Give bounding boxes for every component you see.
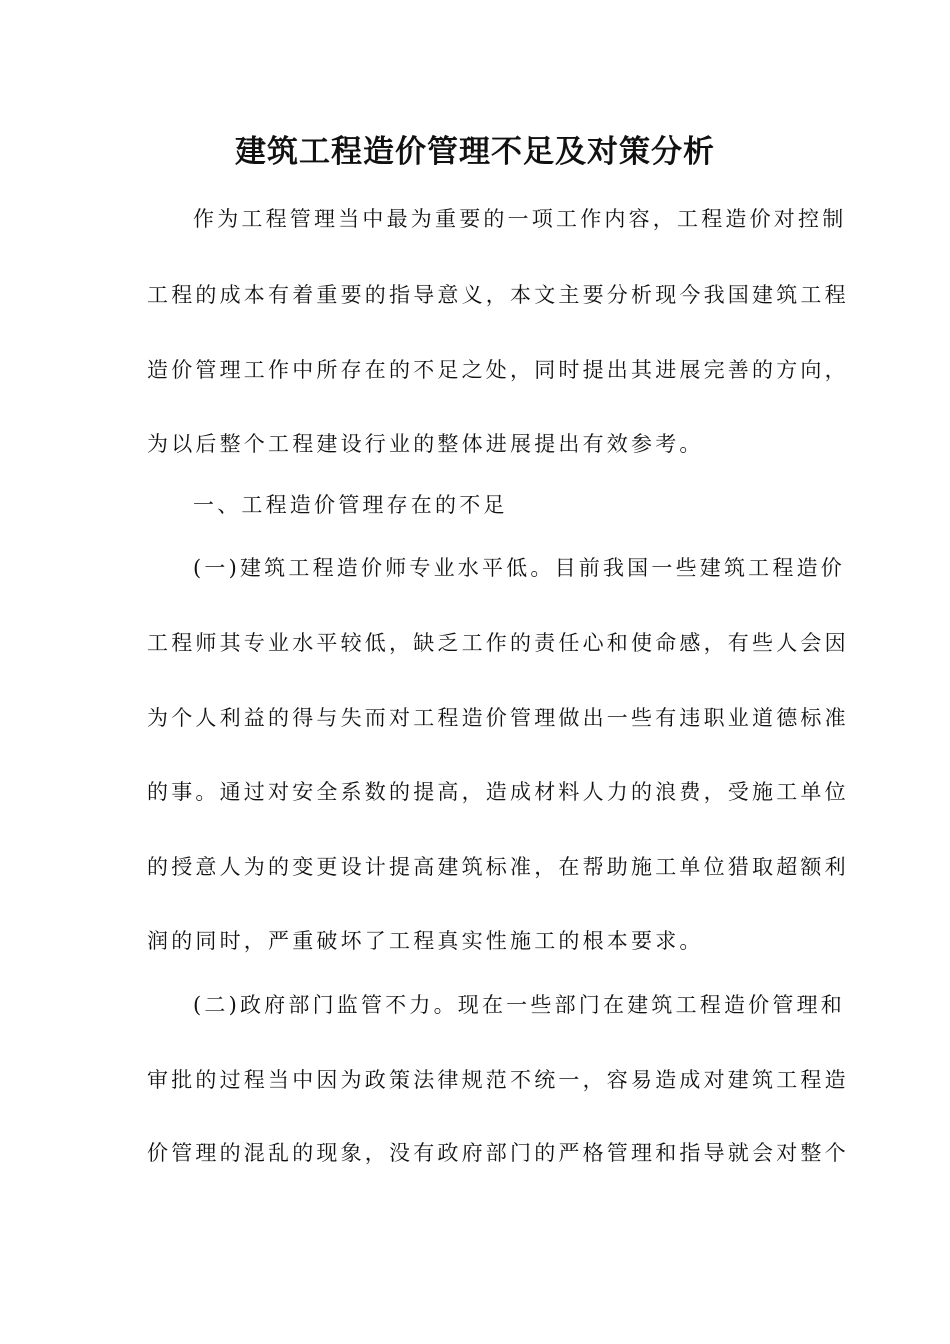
paragraph-line: 为以后整个工程建设行业的整体进展提出有效参考。 (147, 432, 704, 456)
paragraph-line: 的授意人为的变更设计提高建筑标准，在帮助施工单位猎取超额利 (147, 855, 849, 879)
paragraph-line: 造价管理工作中所存在的不足之处，同时提出其进展完善的方向， (147, 358, 849, 382)
paragraph-line: 润的同时，严重破坏了工程真实性施工的根本要求。 (147, 929, 704, 953)
paragraph-line: (二)政府部门监管不力。现在一些部门在建筑工程造价管理和 (193, 993, 845, 1017)
paragraph-line: 作为工程管理当中最为重要的一项工作内容，工程造价对控制 (193, 207, 847, 231)
paragraph-line: 审批的过程当中因为政策法律规范不统一，容易造成对建筑工程造 (147, 1068, 849, 1092)
paragraph-line: (一)建筑工程造价师专业水平低。目前我国一些建筑工程造价 (193, 556, 845, 580)
document-title: 建筑工程造价管理不足及对策分析 (235, 134, 715, 170)
paragraph-line: 价管理的混乱的现象，没有政府部门的严格管理和指导就会对整个 (147, 1141, 849, 1165)
paragraph-line: 工程师其专业水平较低，缺乏工作的责任心和使命感，有些人会因 (147, 631, 849, 655)
paragraph-line: 工程的成本有着重要的指导意义，本文主要分析现今我国建筑工程 (147, 283, 849, 307)
paragraph-line: 的事。通过对安全系数的提高，造成材料人力的浪费，受施工单位 (147, 780, 849, 804)
paragraph-line: 为个人利益的得与失而对工程造价管理做出一些有违职业道德标准 (147, 706, 849, 730)
section-heading: 一、工程造价管理存在的不足 (193, 493, 508, 517)
